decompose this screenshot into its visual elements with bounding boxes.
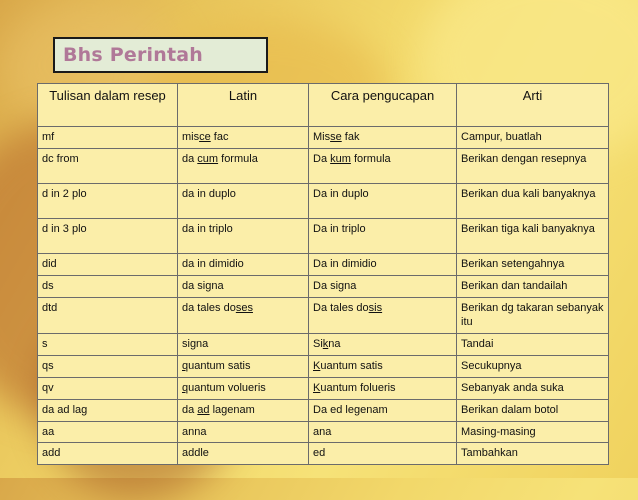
table-row (38, 148, 609, 183)
table-row (38, 127, 609, 149)
cell-tulisan-resep: add (38, 443, 178, 465)
cell-arti: Sebanyak anda suka (457, 377, 609, 399)
cell-cara-pengucapan: ana (309, 421, 457, 443)
table-row (38, 356, 609, 378)
cell-arti: Berikan tiga kali banyaknya (457, 218, 609, 253)
cell-arti: Secukupnya (457, 356, 609, 378)
table-header-row (38, 84, 609, 127)
cell-arti: Berikan dalam botol (457, 399, 609, 421)
cell-latin: signa (178, 334, 309, 356)
header-arti: Arti (457, 84, 609, 127)
cell-cara-pengucapan: Da ed legenam (309, 399, 457, 421)
cell-latin: quantum volueris (178, 377, 309, 399)
cell-tulisan-resep: d in 2 plo (38, 183, 178, 218)
cell-cara-pengucapan: Da kum formula (309, 148, 457, 183)
cell-latin: da tales doses (178, 297, 309, 334)
cell-cara-pengucapan: Da in duplo (309, 183, 457, 218)
cell-latin: anna (178, 421, 309, 443)
cell-latin: da in dimidio (178, 253, 309, 275)
cell-latin: da signa (178, 275, 309, 297)
table-row (38, 443, 609, 465)
cell-tulisan-resep: s (38, 334, 178, 356)
header-latin: Latin (178, 84, 309, 127)
table-row (38, 218, 609, 253)
slide-title-box (53, 37, 268, 73)
cell-arti: Berikan dengan resepnya (457, 148, 609, 183)
prescription-terms-table (37, 83, 609, 465)
cell-cara-pengucapan: Kuantum folueris (309, 377, 457, 399)
cell-arti: Campur, buatlah (457, 127, 609, 149)
header-tulisan-resep: Tulisan dalam resep (38, 84, 178, 127)
cell-latin: misce fac (178, 127, 309, 149)
cell-arti: Berikan dan tandailah (457, 275, 609, 297)
cell-tulisan-resep: aa (38, 421, 178, 443)
cell-cara-pengucapan: Da signa (309, 275, 457, 297)
cell-tulisan-resep: dtd (38, 297, 178, 334)
cell-latin: da in duplo (178, 183, 309, 218)
cell-tulisan-resep: qs (38, 356, 178, 378)
cell-arti: Berikan dua kali banyaknya (457, 183, 609, 218)
cell-cara-pengucapan: Kuantum satis (309, 356, 457, 378)
table-row (38, 253, 609, 275)
cell-latin: da in triplo (178, 218, 309, 253)
cell-cara-pengucapan: Misse fak (309, 127, 457, 149)
table-row (38, 421, 609, 443)
cell-tulisan-resep: dc from (38, 148, 178, 183)
cell-cara-pengucapan: Da tales dosis (309, 297, 457, 334)
table-row (38, 297, 609, 334)
table-row (38, 377, 609, 399)
cell-tulisan-resep: ds (38, 275, 178, 297)
cell-arti: Berikan dg takaran sebanyak itu (457, 297, 609, 334)
cell-arti: Berikan setengahnya (457, 253, 609, 275)
header-cara-pengucapan: Cara pengucapan (309, 84, 457, 127)
cell-arti: Tambahkan (457, 443, 609, 465)
cell-latin: quantum satis (178, 356, 309, 378)
cell-arti: Masing-masing (457, 421, 609, 443)
cell-arti: Tandai (457, 334, 609, 356)
table-row (38, 334, 609, 356)
cell-tulisan-resep: d in 3 plo (38, 218, 178, 253)
cell-tulisan-resep: mf (38, 127, 178, 149)
slide-title: Bhs Perintah (63, 44, 203, 66)
cell-cara-pengucapan: Da in triplo (309, 218, 457, 253)
cell-tulisan-resep: did (38, 253, 178, 275)
table-row (38, 183, 609, 218)
cell-latin: da ad lagenam (178, 399, 309, 421)
cell-cara-pengucapan: Da in dimidio (309, 253, 457, 275)
table-row (38, 399, 609, 421)
cell-tulisan-resep: qv (38, 377, 178, 399)
cell-cara-pengucapan: ed (309, 443, 457, 465)
cell-latin: addle (178, 443, 309, 465)
cell-cara-pengucapan: Sikna (309, 334, 457, 356)
cell-tulisan-resep: da ad lag (38, 399, 178, 421)
table-row (38, 275, 609, 297)
cell-latin: da cum formula (178, 148, 309, 183)
